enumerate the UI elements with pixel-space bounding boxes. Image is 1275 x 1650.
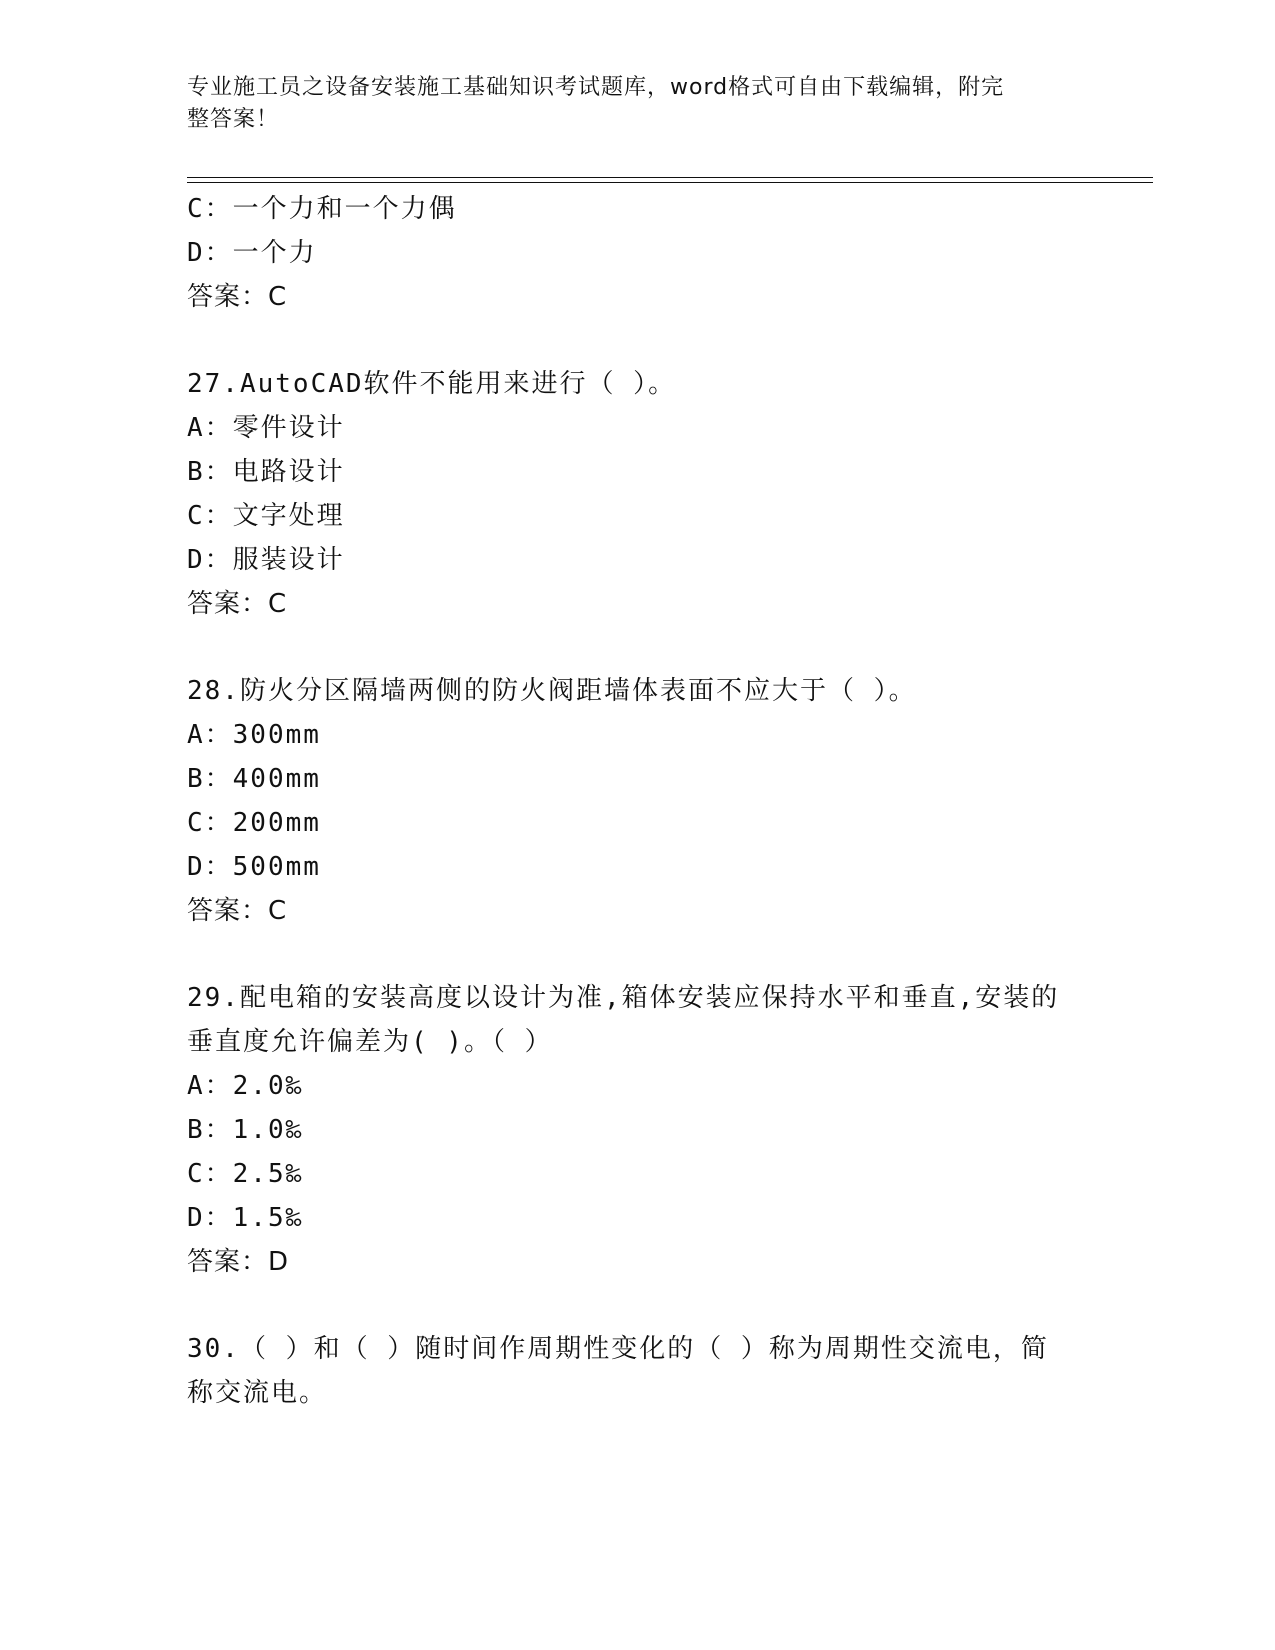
- option-a: A：零件设计: [187, 413, 345, 443]
- question-27: 27.AutoCAD软件不能用来进行（ ）。: [187, 369, 677, 399]
- header-line-2: 整答案！: [187, 107, 280, 132]
- option-a: A：2.0‰: [187, 1071, 304, 1101]
- option-d: D：1.5‰: [187, 1203, 304, 1233]
- option-c: C：200mm: [187, 808, 321, 838]
- option-d: D：500mm: [187, 852, 321, 882]
- document-header: [187, 72, 1067, 136]
- option-b: B：400mm: [187, 764, 321, 794]
- question-29: 29.配电箱的安装高度以设计为准,箱体安装应保持水平和垂直,安装的: [187, 983, 1060, 1013]
- question-29-continued: 垂直度允许偏差为( )。（ ）: [187, 1027, 553, 1057]
- header-divider-bottom: [187, 182, 1153, 183]
- option-d: D：一个力: [187, 238, 317, 268]
- answer-line: 答案：D: [187, 1247, 290, 1277]
- question-28: 28.防火分区隔墙两侧的防火阀距墙体表面不应大于（ ）。: [187, 676, 917, 706]
- header-line-1: 专业施工员之设备安装施工基础知识考试题库，word格式可自由下载编辑，附完: [187, 75, 1005, 100]
- option-b: B：1.0‰: [187, 1115, 304, 1145]
- option-d: D：服装设计: [187, 545, 345, 575]
- option-c: C：2.5‰: [187, 1159, 304, 1189]
- option-b: B：电路设计: [187, 457, 345, 487]
- question-30: 30.（ ）和（ ）随时间作周期性变化的（ ）称为周期性交流电，简: [187, 1334, 1049, 1364]
- answer-line: 答案：C: [187, 282, 288, 312]
- answer-line: 答案：C: [187, 896, 288, 926]
- option-c: C：文字处理: [187, 501, 345, 531]
- question-30-continued: 称交流电。: [187, 1378, 328, 1408]
- option-c: C：一个力和一个力偶: [187, 194, 457, 224]
- header-divider-top: [187, 177, 1153, 178]
- answer-line: 答案：C: [187, 589, 288, 619]
- option-a: A：300mm: [187, 720, 321, 750]
